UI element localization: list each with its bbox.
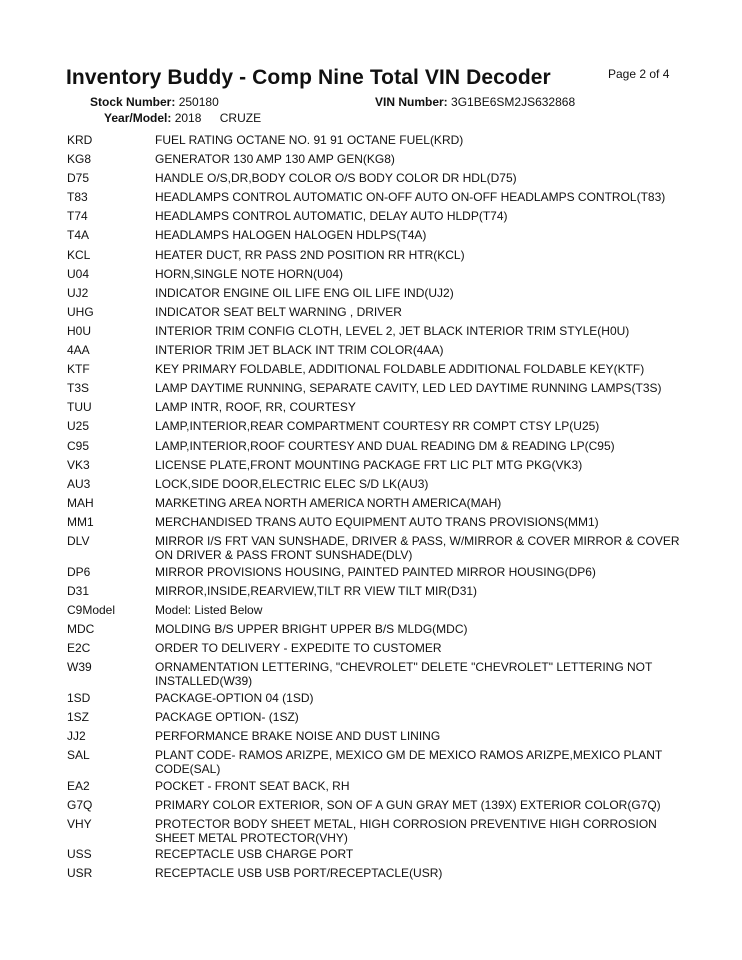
option-row (67, 381, 687, 400)
option-code: KTF (67, 362, 90, 377)
option-description: INTERIOR TRIM JET BLACK INT TRIM COLOR(4AA) (155, 343, 444, 358)
option-code: UJ2 (67, 285, 89, 300)
option-code: MAH (67, 495, 94, 510)
option-description: ORDER TO DELIVERY - EXPEDITE TO CUSTOMER (155, 640, 442, 655)
option-code: D75 (67, 171, 90, 186)
vin-number-value: 3G1BE6SM2JS632868 (451, 95, 576, 109)
option-row (67, 152, 687, 171)
option-code: DP6 (67, 564, 91, 579)
option-description: PERFORMANCE BRAKE NOISE AND DUST LINING (155, 728, 441, 743)
option-code: KCL (67, 247, 91, 262)
option-code: T83 (67, 190, 88, 205)
option-code: T3S (67, 381, 90, 396)
option-code: KRD (67, 133, 93, 147)
option-code: VHY (67, 816, 92, 831)
option-code: 1SD (67, 690, 91, 705)
option-row (67, 248, 687, 267)
model-value: CRUZE (219, 111, 262, 125)
option-code: KG8 (67, 152, 92, 167)
option-description: PRIMARY COLOR EXTERIOR, SON OF A GUN GRAY MET (139X) EXTERIOR COLOR(G7Q) (155, 797, 661, 812)
option-description: LAMP,INTERIOR,ROOF COURTESY AND DUAL READING DM & READING LP(C95) (155, 438, 615, 453)
option-code: C9Model (67, 602, 116, 617)
option-description: FUEL RATING OCTANE NO. 91 91 OCTANE FUEL(KRD) (155, 133, 464, 147)
option-row (67, 584, 687, 603)
year-value: 2018 (174, 111, 202, 125)
option-row (67, 305, 687, 324)
option-row (67, 779, 687, 798)
option-row (67, 729, 687, 748)
option-row (67, 477, 687, 496)
stock-number-label: Stock Number: (90, 95, 176, 109)
option-row (67, 400, 687, 419)
option-code-list (67, 133, 687, 885)
option-description: HEADLAMPS HALOGEN HALOGEN HDLPS(T4A) (155, 228, 427, 243)
option-code: MDC (67, 621, 95, 636)
year-model-field (104, 111, 261, 125)
option-row (67, 691, 687, 710)
option-row (67, 209, 687, 228)
option-description: RECEPTACLE USB USB PORT/RECEPTACLE(USR) (155, 866, 443, 881)
option-row (67, 710, 687, 729)
option-code: DLV (67, 533, 90, 548)
option-row (67, 565, 687, 584)
option-description: PLANT CODE- RAMOS ARIZPE, MEXICO GM DE MEXICO RAMOS ARIZPE,MEXICO PLANT CODE(SAL) (155, 747, 662, 776)
option-code: T74 (67, 209, 88, 224)
option-code: H0U (67, 323, 92, 338)
option-description: POCKET - FRONT SEAT BACK, RH (155, 778, 350, 793)
option-description: HEADLAMPS CONTROL AUTOMATIC ON-OFF AUTO ON-OFF HEADLAMPS CONTROL(T83) (155, 190, 666, 205)
option-row (67, 622, 687, 641)
option-row (67, 133, 687, 152)
option-row (67, 798, 687, 817)
option-code: MM1 (67, 514, 94, 529)
option-description: LOCK,SIDE DOOR,ELECTRIC ELEC S/D LK(AU3) (155, 476, 429, 491)
option-description: PACKAGE-OPTION 04 (1SD) (155, 690, 314, 705)
option-row (67, 817, 687, 848)
option-code: UHG (67, 304, 94, 319)
page-number: Page 2 of 4 (608, 67, 670, 81)
option-code: U04 (67, 266, 90, 281)
document-title: Inventory Buddy - Comp Nine Total VIN Decoder (66, 66, 551, 89)
option-row (67, 641, 687, 660)
option-code: 1SZ (67, 709, 90, 724)
option-row (67, 343, 687, 362)
option-row (67, 286, 687, 305)
option-row (67, 534, 687, 565)
option-row (67, 660, 687, 691)
option-code: SAL (67, 747, 90, 762)
option-code: C95 (67, 438, 90, 453)
option-code: D31 (67, 583, 90, 598)
option-description: LAMP INTR, ROOF, RR, COURTESY (155, 400, 356, 415)
option-code: W39 (67, 660, 92, 675)
option-row (67, 419, 687, 438)
option-description: LICENSE PLATE,FRONT MOUNTING PACKAGE FRT LIC PLT MTG PKG(VK3) (155, 457, 583, 472)
option-description: MERCHANDISED TRANS AUTO EQUIPMENT AUTO TRANS PROVISIONS(MM1) (155, 514, 599, 529)
year-model-label: Year/Model: (104, 111, 172, 125)
option-description: KEY PRIMARY FOLDABLE, ADDITIONAL FOLDABLE ADDITIONAL FOLDABLE KEY(KTF) (155, 362, 645, 377)
stock-number-field (90, 95, 219, 109)
option-description: MOLDING B/S UPPER BRIGHT UPPER B/S MLDG(MDC) (155, 621, 468, 636)
option-description: PACKAGE OPTION- (1SZ) (155, 709, 299, 724)
option-row (67, 324, 687, 343)
option-description: Model: Listed Below (155, 602, 263, 617)
option-description: PROTECTOR BODY SHEET METAL, HIGH CORROSION PREVENTIVE HIGH CORROSION SHEET METAL PROTECTOR(VHY) (155, 816, 657, 845)
option-row (67, 362, 687, 381)
option-description: LAMP DAYTIME RUNNING, SEPARATE CAVITY, LED LED DAYTIME RUNNING LAMPS(T3S) (155, 381, 662, 396)
option-description: GENERATOR 130 AMP 130 AMP GEN(KG8) (155, 152, 395, 167)
option-code: AU3 (67, 476, 91, 491)
vin-number-label: VIN Number: (375, 95, 448, 109)
option-code: G7Q (67, 797, 93, 812)
option-description: RECEPTACLE USB CHARGE PORT (155, 847, 354, 862)
option-code: 4AA (67, 343, 90, 358)
option-code: EA2 (67, 778, 90, 793)
option-description: MIRROR,INSIDE,REARVIEW,TILT RR VIEW TILT MIR(D31) (155, 583, 478, 598)
option-row (67, 267, 687, 286)
option-description: HANDLE O/S,DR,BODY COLOR O/S BODY COLOR DR HDL(D75) (155, 171, 517, 186)
option-description: ORNAMENTATION LETTERING, "CHEVROLET" DELETE "CHEVROLET" LETTERING NOT INSTALLED(W39) (155, 660, 653, 689)
option-description: INDICATOR ENGINE OIL LIFE ENG OIL LIFE IND(UJ2) (155, 285, 454, 300)
option-description: HEATER DUCT, RR PASS 2ND POSITION RR HTR(KCL) (155, 247, 465, 262)
option-row (67, 496, 687, 515)
option-description: MIRROR I/S FRT VAN SUNSHADE, DRIVER & PASS, W/MIRROR & COVER MIRROR & COVER ON DRIVER & PASS FRONT SUNSHADE(DLV) (155, 533, 680, 562)
option-description: MARKETING AREA NORTH AMERICA NORTH AMERICA(MAH) (155, 495, 502, 510)
option-description: INDICATOR SEAT BELT WARNING , DRIVER (155, 304, 402, 319)
option-code: T4A (67, 228, 90, 243)
option-row (67, 603, 687, 622)
option-code: U25 (67, 419, 90, 434)
option-code: USR (67, 866, 93, 881)
option-code: TUU (67, 400, 92, 415)
option-code: VK3 (67, 457, 90, 472)
option-row (67, 866, 687, 885)
option-row (67, 171, 687, 190)
option-row (67, 190, 687, 209)
option-row (67, 228, 687, 247)
vin-number-field (375, 95, 575, 109)
option-description: HORN,SINGLE NOTE HORN(U04) (155, 266, 344, 281)
option-description: MIRROR PROVISIONS HOUSING, PAINTED PAINTED MIRROR HOUSING(DP6) (155, 564, 596, 579)
option-code: USS (67, 847, 92, 862)
option-description: HEADLAMPS CONTROL AUTOMATIC, DELAY AUTO HLDP(T74) (155, 209, 508, 224)
option-code: E2C (67, 640, 91, 655)
option-row (67, 515, 687, 534)
option-row (67, 847, 687, 866)
option-row (67, 439, 687, 458)
option-code: JJ2 (67, 728, 86, 743)
option-row (67, 748, 687, 779)
option-description: LAMP,INTERIOR,REAR COMPARTMENT COURTESY RR COMPT CTSY LP(U25) (155, 419, 600, 434)
stock-number-value: 250180 (178, 95, 219, 109)
option-row (67, 458, 687, 477)
option-description: INTERIOR TRIM CONFIG CLOTH, LEVEL 2, JET BLACK INTERIOR TRIM STYLE(H0U) (155, 323, 630, 338)
